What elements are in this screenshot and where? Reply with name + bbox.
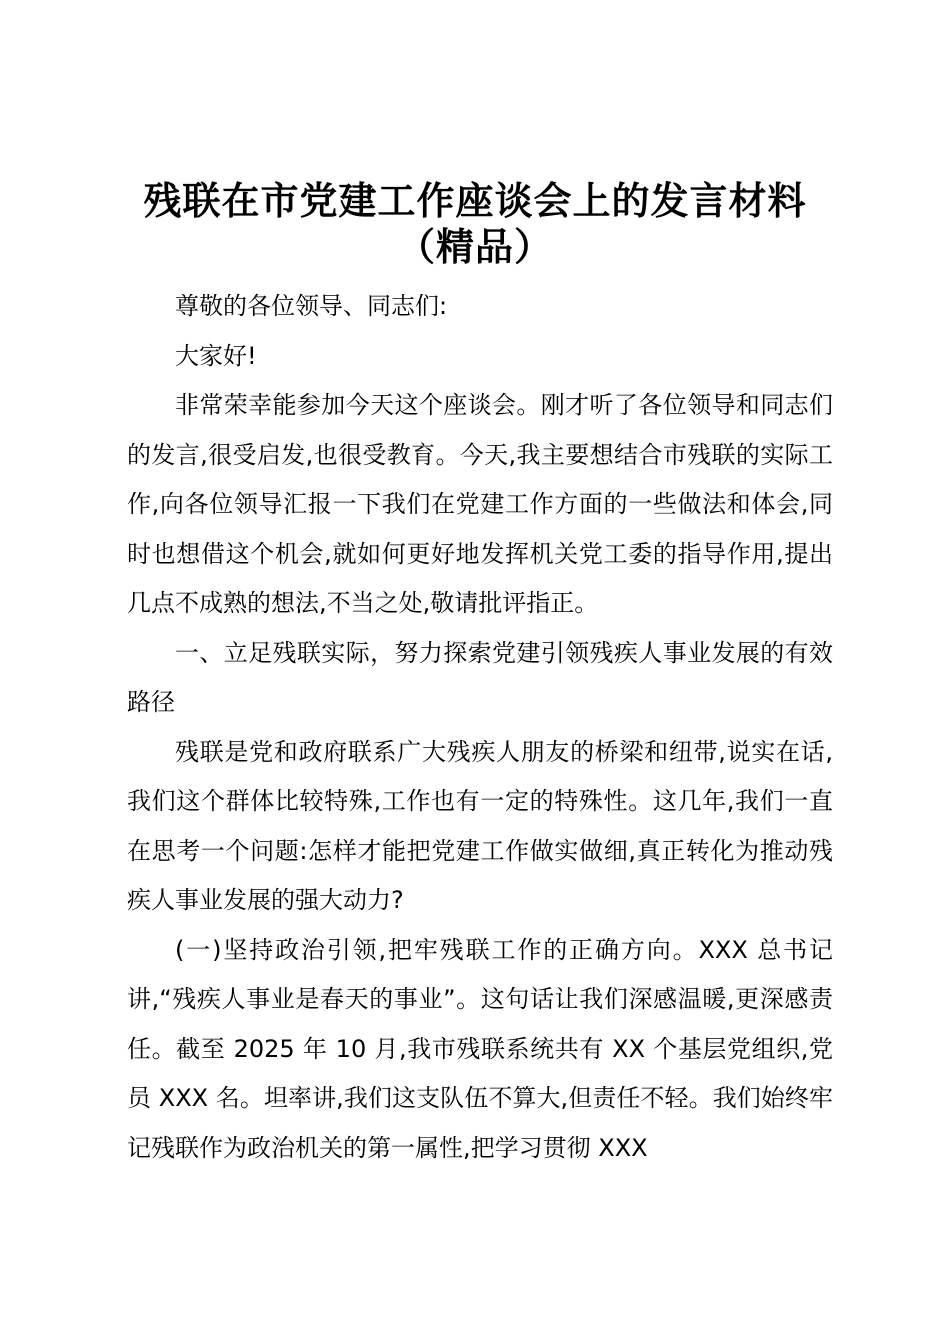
title-line-1: 残联在市党建工作座谈会上的发言材料: [143, 178, 807, 223]
document-title: [0, 178, 950, 270]
salutation: 尊敬的各位领导、同志们:: [175, 292, 448, 320]
section-1-paragraph: 残联是党和政府联系广大残疾人朋友的桥梁和纽带,说实在话,我们这个群体比较特殊,工作也有一定的特殊性。这几年,我们一直在思考一个问题:怎样才能把党建工作做实做细,真正转化为推动残疾人事业发展的强大动力?: [127, 737, 833, 914]
section-heading-1: 一、立足残联实际，努力探索党建引领残疾人事业发展的有效路径: [127, 638, 833, 716]
intro-paragraph: 非常荣幸能参加今天这个座谈会。刚才听了各位领导和同志们的发言,很受启发,也很受教育。今天,我主要想结合市残联的实际工作,向各位领导汇报一下我们在党建工作方面的一些做法和体会,同时也想借这个机会,就如何更好地发挥机关党工委的指导作用,提出几点不成熟的想法,不当之处,敬请批评指正。: [127, 391, 833, 617]
subsection-1-paragraph: (一)坚持政治引领,把牢残联工作的正确方向。XXX 总书记讲,“残疾人事业是春天的事业”。这句话让我们深感温暖,更深感责任。截至 2025 年 10 月,我市残联系统共有 XX 个基层党组织,党员 XXX 名。坦率讲,我们这支队伍不算大,但责任不轻。我们始终牢记残联作为政治机关的第一属性,把学习贯彻 XXX: [127, 935, 833, 1162]
greeting: 大家好!: [175, 341, 257, 370]
document-body: [127, 282, 833, 1173]
title-line-2: （精品）: [396, 224, 553, 269]
